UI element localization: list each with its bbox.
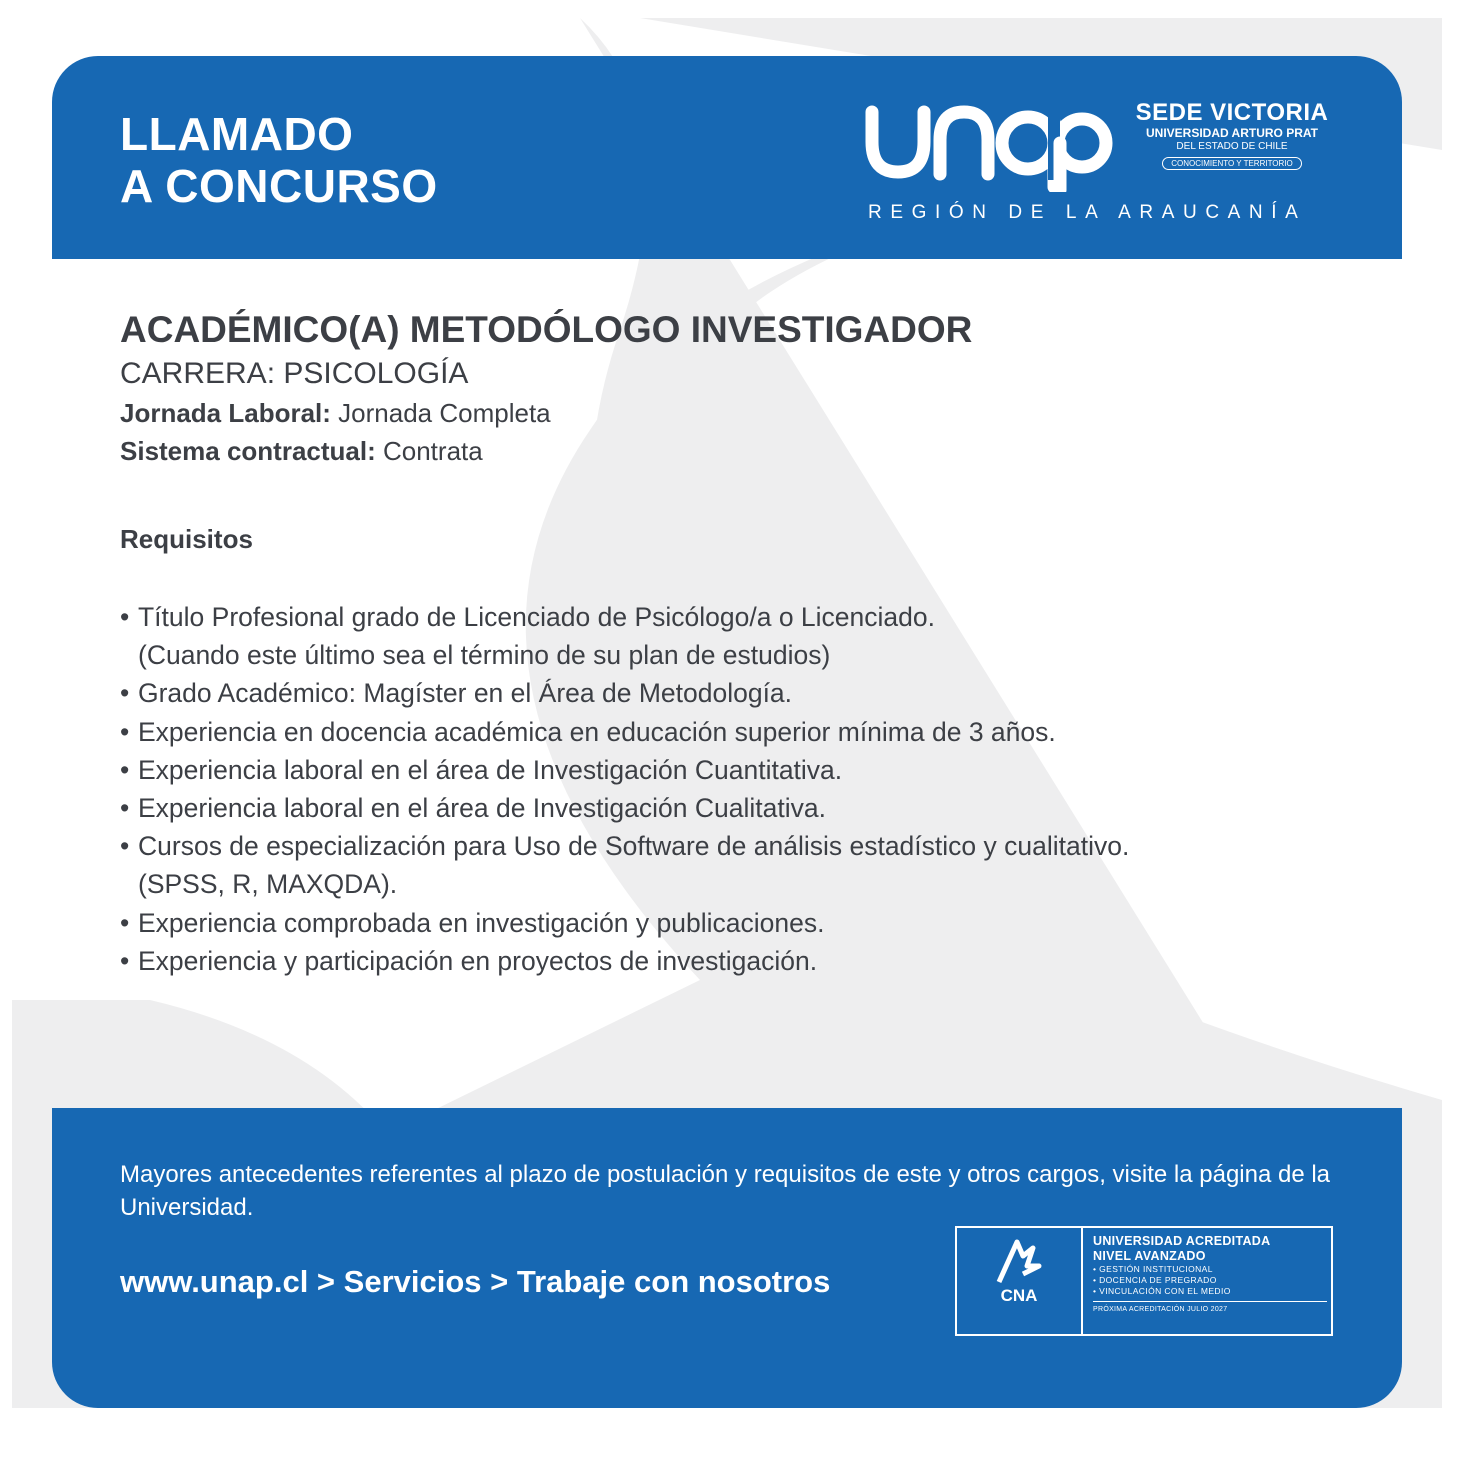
requirement-text: • Cursos de especialización para Uso de Software de análisis estadístico y cualitativo. <box>138 831 1130 862</box>
job-contract-label: Sistema contractual: <box>120 436 376 466</box>
logo-sede-name: SEDE VICTORIA <box>1135 99 1329 126</box>
job-content <box>120 308 1380 976</box>
footer-banner <box>52 1108 1402 1408</box>
next-accreditation: PRÓXIMA ACREDITACIÓN JULIO 2027 <box>1093 1301 1327 1316</box>
requirement-text-continued: (SPSS, R, MAXQDA). <box>138 869 398 900</box>
job-contract-row <box>120 432 1380 470</box>
cna-mark-icon <box>993 1236 1045 1288</box>
requirement-text: • Experiencia comprobada en investigación y publicaciones. <box>138 907 825 938</box>
accreditation-area: • DOCENCIA DE PREGRADO <box>1093 1275 1217 1285</box>
footer-url-link[interactable]: www.unap.cl > Servicios > Trabaje con nosotros <box>120 1264 831 1299</box>
logo-region: REGIÓN DE LA ARAUCANÍA <box>868 202 1307 223</box>
requirement-text: • Experiencia y participación en proyectos de investigación. <box>138 945 818 976</box>
footer-note: Mayores antecedentes referentes al plazo de postulación y requisitos de este y otros cargos, visite la página de la Universidad. <box>120 1161 1331 1221</box>
call-title-line2: A CONCURSO <box>120 160 438 212</box>
requirements-list <box>120 598 1380 980</box>
requirement-item <box>120 751 1380 789</box>
cna-logo <box>957 1228 1083 1334</box>
logo-state: DEL ESTADO DE CHILE <box>1176 141 1288 152</box>
requirements-heading: Requisitos <box>120 524 253 554</box>
logo-university-name: UNIVERSIDAD ARTURO PRAT <box>1145 126 1318 140</box>
header-banner <box>52 56 1402 259</box>
job-schedule-value: Jornada Completa <box>338 398 551 428</box>
requirement-item <box>120 713 1380 751</box>
job-title: ACADÉMICO(A) METODÓLOGO INVESTIGADOR <box>120 309 973 350</box>
accreditation-level: NIVEL AVANZADO <box>1093 1249 1206 1263</box>
call-title-line1: LLAMADO <box>120 108 354 160</box>
requirement-text: • Experiencia en docencia académica en educación superior mínima de 3 años. <box>138 716 1056 747</box>
requirement-item <box>120 942 1380 980</box>
accreditation-heading: UNIVERSIDAD ACREDITADA <box>1093 1234 1271 1248</box>
cna-label: CNA <box>1000 1286 1038 1305</box>
unap-logo <box>864 92 1364 232</box>
logo-motto: CONOCIMIENTO Y TERRITORIO <box>1162 157 1302 170</box>
accreditation-badge <box>955 1226 1333 1336</box>
job-schedule-row <box>120 394 1380 432</box>
logo-sede-block <box>1122 100 1342 171</box>
requirement-item <box>120 674 1380 712</box>
requirement-item <box>120 598 1380 674</box>
accreditation-area: • GESTIÓN INSTITUCIONAL <box>1093 1264 1213 1274</box>
requirement-item <box>120 904 1380 942</box>
accreditation-details <box>1093 1234 1327 1316</box>
requirement-text: • Grado Académico: Magíster en el Área de Metodología. <box>138 678 793 709</box>
requirement-text-continued: (Cuando este último sea el término de su plan de estudios) <box>138 640 831 671</box>
job-schedule-label: Jornada Laboral: <box>120 398 331 428</box>
requirement-item <box>120 789 1380 827</box>
requirement-text: • Experiencia laboral en el área de Investigación Cuantitativa. <box>138 754 843 785</box>
accreditation-area: • VINCULACIÓN CON EL MEDIO <box>1093 1286 1231 1296</box>
job-career: CARRERA: PSICOLOGÍA <box>120 357 469 390</box>
requirement-item <box>120 827 1380 903</box>
requirement-text: • Experiencia laboral en el área de Investigación Cualitativa. <box>138 793 826 824</box>
unap-wordmark-logo <box>864 92 1114 192</box>
requirement-text: • Título Profesional grado de Licenciado de Psicólogo/a o Licenciado. <box>138 602 935 632</box>
call-title <box>120 108 438 212</box>
job-contract-value: Contrata <box>382 436 483 466</box>
